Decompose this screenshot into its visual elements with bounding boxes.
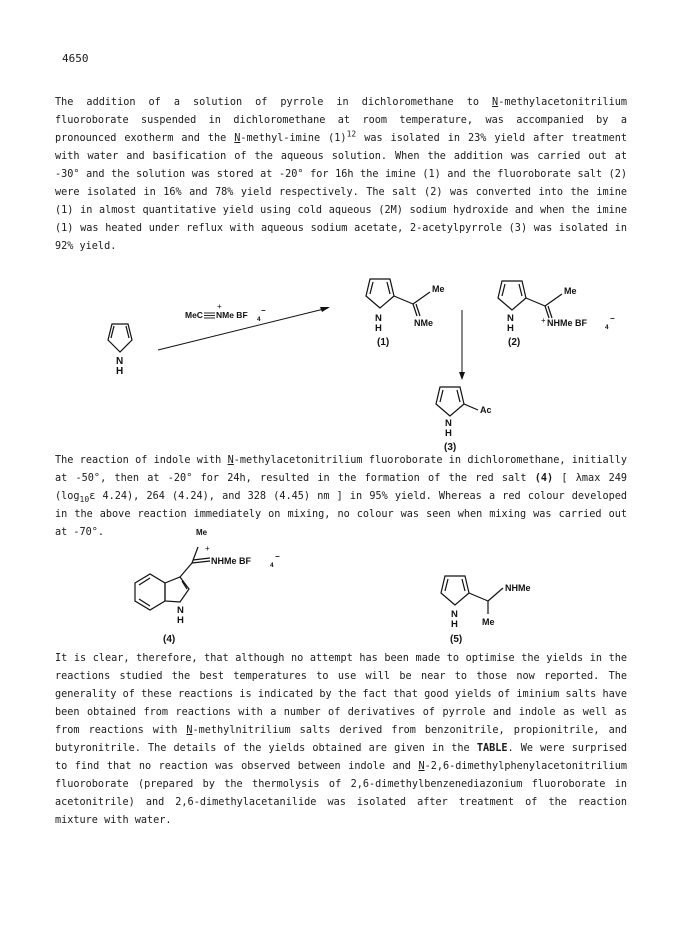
compound-3-ac: Ac [480,405,492,415]
compound-4-sub: 4 [270,562,274,569]
reagent-left: MeC [185,310,203,320]
compound-2-label: (2) [508,337,521,348]
compound-2-plus: + [541,316,546,325]
compound-5-me: Me [482,617,495,627]
paragraph-3: It is clear, therefore, that although no attempt has been made to optimise the yields in the reactions studied the best temperatures to use will be near to those now reported. The generality of these reactions is indicated by the fact that good yields of iminium salts have been obtained from reactions with a number of derivatives of pyrrole and indole as well as from reactions with N-methylnitrilium salts derived from benzonitrile, propionitrile, and butyronitrile. The details of the yields obtained are given in the TABLE. We were surprised to find that no reaction was observed between indole and N-2,6-dimethylphenylacetonitrilium fluoroborate (prepared by the thermolysis of 2,6-dimethylbenzenediazonium fluoroborate in acetonitrile) and 2,6-dimethylacetanilide was isolated after treatment of the reaction mixture with water. [55,653,628,826]
reaction-scheme-2 [0,525,680,655]
compound-3-h: H [445,428,452,439]
compound-5-h: H [451,619,458,630]
compound-4-n: N [177,605,184,616]
compound-4-plus: + [205,544,210,553]
compound-3-structure [436,387,478,416]
compound-4-structure [135,547,210,610]
compound-4-label: (4) [163,634,176,645]
compound-3-n: N [445,418,452,429]
compound-2-n: N [507,313,514,324]
reagent-sub: 4 [257,316,261,323]
paragraph-2: The reaction of indole with N-methylacetonitrilium fluoroborate in dichloromethane, initially at -50°, then at -20° for 24h, resulted in the formation of the red salt (4) [ λmax 249 ($\log_{10}\varepsilon$ 4.24), 264 (4.24), and 328 (4.45) nm ] in 95% yield. Whereas a red colour developed in the above reaction immediately on mixing, no colour was seen when mixing was carried out at -70°. [55,455,627,538]
compound-2-me: Me [564,286,577,296]
paragraph-1: The addition of a solution of pyrrole in dichloromethane to N-methylacetonitrilium fluoroborate suspended in dichloromethane at room temperature, was accompanied by a pronounced exotherm and the N-methyl-imine $(1)^{12}$ was isolated in 23% yield after treatment with water and basification of the aqueous solution. When the addition was carried out at -30° and the solution was stored at -20° for 16h the imine (1) and the fluoroborate salt (2) were isolated in 16% and 78% yield respectively. The salt (2) was converted into the imine (1) in almost quantitative yield using cold aqueous (2M) sodium hydroxide and when the imine (1) was heated under reflux with aqueous sodium acetate, 2-acetylpyrrole (3) was isolated in 92% yield. [55,97,627,252]
pyrrole-n: N [116,356,124,367]
compound-4-me: Me [196,528,208,537]
compound-5-nhme: NHMe [505,583,531,593]
compound-1-label: (1) [377,337,390,348]
compound-3-label: (3) [444,442,457,453]
compound-1-nme: NMe [414,318,434,328]
page-number: 4650 [62,52,89,65]
reagent-minus: − [261,306,266,315]
pyrrole-structure [108,324,132,352]
reagent-right: NMe BF [216,310,248,320]
compound-4-nhme: NHMe BF [211,556,251,566]
compound-2-h: H [507,323,514,334]
compound-5-n: N [451,609,458,620]
compound-1-me: Me [432,284,445,294]
compound-4-minus: − [275,552,280,561]
compound-1-n: N [375,313,382,324]
compound-2-minus: − [610,314,615,323]
compound-4-h: H [177,615,184,626]
compound-5-label: (5) [450,634,463,645]
compound-2-sub: 4 [605,324,609,331]
compound-1-h: H [375,323,382,334]
reference-superscript: 12 [346,129,357,139]
compound-1-structure [366,279,430,316]
reagent-plus: + [217,302,222,311]
pyrrole-h: H [116,366,124,377]
compound-2-nhme: NHMe BF [547,318,587,328]
